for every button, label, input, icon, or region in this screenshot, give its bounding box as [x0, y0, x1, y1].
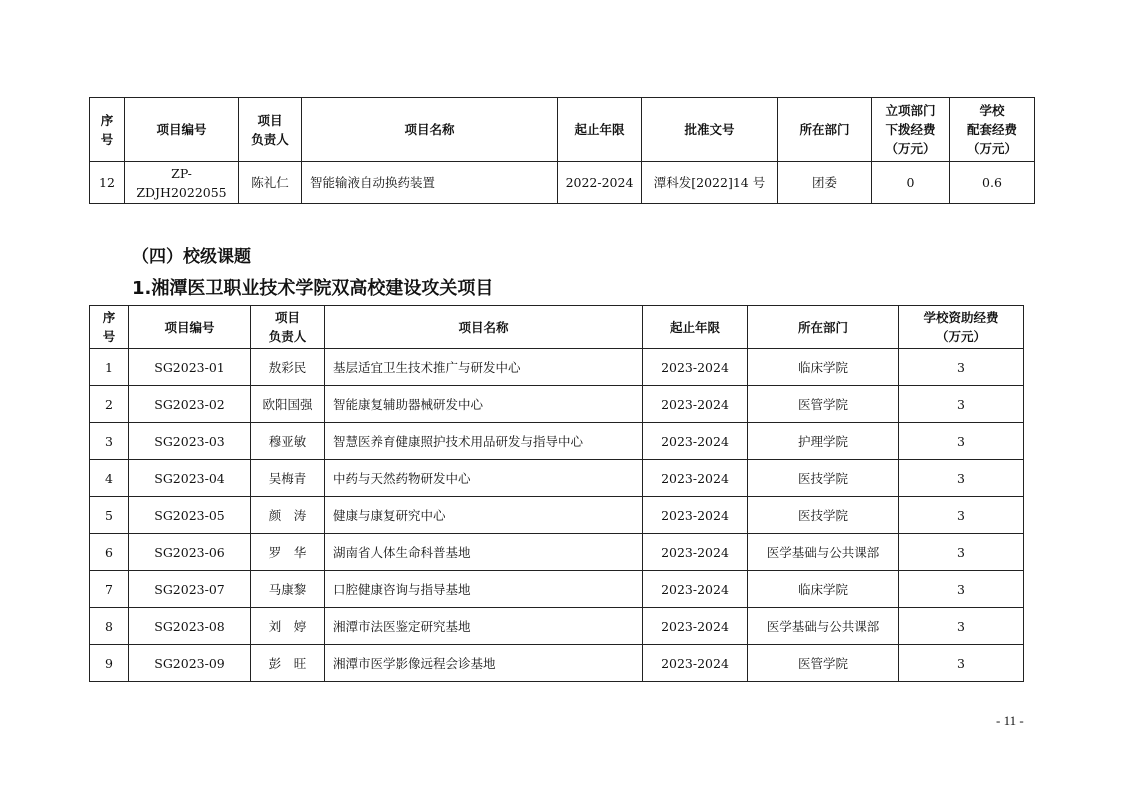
- table-row: [90, 162, 1035, 204]
- column-header: 学校资助经费 （万元）: [899, 306, 1024, 349]
- table-cell: 医管学院: [748, 386, 899, 423]
- column-header: 起止年限: [558, 98, 642, 162]
- table-cell: 3: [899, 386, 1024, 423]
- table-cell: 2023-2024: [643, 608, 748, 645]
- table-cell: 马康黎: [251, 571, 325, 608]
- table-cell: 2023-2024: [643, 386, 748, 423]
- table-header-row: [90, 306, 1024, 349]
- table-row: [90, 608, 1024, 645]
- page-number: - 11 -: [996, 713, 1024, 728]
- table-cell: 1: [90, 349, 129, 386]
- column-header: 所在部门: [778, 98, 872, 162]
- table-cell: SG2023-04: [129, 460, 251, 497]
- table-row: [90, 460, 1024, 497]
- table-cell: 基层适宜卫生技术推广与研发中心: [325, 349, 643, 386]
- table-cell: SG2023-01: [129, 349, 251, 386]
- table-cell: SG2023-07: [129, 571, 251, 608]
- table-cell: SG2023-02: [129, 386, 251, 423]
- table-cell: 吴梅青: [251, 460, 325, 497]
- table-cell: 医管学院: [748, 645, 899, 682]
- table-cell: 7: [90, 571, 129, 608]
- table-cell: 3: [90, 423, 129, 460]
- table-cell: 临床学院: [748, 349, 899, 386]
- table-row: [90, 497, 1024, 534]
- column-header: 批准文号: [642, 98, 778, 162]
- table-cell: 敖彩民: [251, 349, 325, 386]
- table-cell: SG2023-03: [129, 423, 251, 460]
- table-cell: 穆亚敏: [251, 423, 325, 460]
- table-cell: 潭科发[2022]14 号: [642, 162, 778, 204]
- table-cell: 湘潭市医学影像远程会诊基地: [325, 645, 643, 682]
- table-cell: SG2023-05: [129, 497, 251, 534]
- table-cell: 2023-2024: [643, 571, 748, 608]
- table-cell: 刘 婷: [251, 608, 325, 645]
- table-cell: 3: [899, 423, 1024, 460]
- table-cell: SG2023-08: [129, 608, 251, 645]
- table-cell: 医技学院: [748, 460, 899, 497]
- table-cell: SG2023-09: [129, 645, 251, 682]
- column-header: 项目编号: [129, 306, 251, 349]
- table-cell: 2023-2024: [643, 645, 748, 682]
- table-cell: 6: [90, 534, 129, 571]
- school-project-table: [89, 305, 1024, 682]
- table-cell: 2022-2024: [558, 162, 642, 204]
- subsection-heading: 1.湘潭医卫职业技术学院双高校建设攻关项目: [132, 278, 494, 299]
- column-header: 项目编号: [125, 98, 239, 162]
- column-header: 序 号: [90, 98, 125, 162]
- table-cell: 颜 涛: [251, 497, 325, 534]
- table-cell: 医学基础与公共课部: [748, 608, 899, 645]
- section-heading: （四）校级课题: [132, 247, 251, 267]
- table-cell: 2023-2024: [643, 349, 748, 386]
- column-header: 所在部门: [748, 306, 899, 349]
- table-cell: 医技学院: [748, 497, 899, 534]
- table-row: [90, 645, 1024, 682]
- table-row: [90, 571, 1024, 608]
- table-cell: 2023-2024: [643, 534, 748, 571]
- column-header: 项目 负责人: [251, 306, 325, 349]
- table-cell: 0.6: [950, 162, 1035, 204]
- table-cell: 0: [872, 162, 950, 204]
- column-header: 项目名称: [325, 306, 643, 349]
- table-cell: 湘潭市法医鉴定研究基地: [325, 608, 643, 645]
- table-cell: ZP-ZDJH2022055: [125, 162, 239, 204]
- table-cell: 2: [90, 386, 129, 423]
- table-cell: 湖南省人体生命科普基地: [325, 534, 643, 571]
- table-row: [90, 349, 1024, 386]
- column-header: 项目名称: [302, 98, 558, 162]
- table-cell: 中药与天然药物研发中心: [325, 460, 643, 497]
- table-cell: 4: [90, 460, 129, 497]
- table-cell: 3: [899, 534, 1024, 571]
- table-cell: 智能输液自动换药装置: [302, 162, 558, 204]
- table-cell: 智慧医养育健康照护技术用品研发与指导中心: [325, 423, 643, 460]
- table-cell: 3: [899, 571, 1024, 608]
- table-cell: 罗 华: [251, 534, 325, 571]
- table-cell: 3: [899, 460, 1024, 497]
- table-cell: SG2023-06: [129, 534, 251, 571]
- funding-table-continued: [89, 97, 1035, 204]
- table-cell: 12: [90, 162, 125, 204]
- table-cell: 智能康复辅助器械研发中心: [325, 386, 643, 423]
- table-cell: 临床学院: [748, 571, 899, 608]
- table-header-row: [90, 98, 1035, 162]
- table-row: [90, 534, 1024, 571]
- column-header: 学校 配套经费 （万元）: [950, 98, 1035, 162]
- table-row: [90, 423, 1024, 460]
- table-cell: 健康与康复研究中心: [325, 497, 643, 534]
- table-cell: 3: [899, 349, 1024, 386]
- table-row: [90, 386, 1024, 423]
- table-cell: 口腔健康咨询与指导基地: [325, 571, 643, 608]
- table-cell: 医学基础与公共课部: [748, 534, 899, 571]
- table-cell: 8: [90, 608, 129, 645]
- table-cell: 2023-2024: [643, 460, 748, 497]
- table-cell: 团委: [778, 162, 872, 204]
- column-header: 立项部门 下拨经费 （万元）: [872, 98, 950, 162]
- table-cell: 2023-2024: [643, 497, 748, 534]
- table-cell: 欧阳国强: [251, 386, 325, 423]
- column-header: 序 号: [90, 306, 129, 349]
- column-header: 项目 负责人: [239, 98, 302, 162]
- table-cell: 3: [899, 608, 1024, 645]
- table-cell: 3: [899, 645, 1024, 682]
- table-cell: 2023-2024: [643, 423, 748, 460]
- table-cell: 陈礼仁: [239, 162, 302, 204]
- table-cell: 彭 旺: [251, 645, 325, 682]
- table-cell: 护理学院: [748, 423, 899, 460]
- column-header: 起止年限: [643, 306, 748, 349]
- table-cell: 9: [90, 645, 129, 682]
- table-cell: 5: [90, 497, 129, 534]
- table-cell: 3: [899, 497, 1024, 534]
